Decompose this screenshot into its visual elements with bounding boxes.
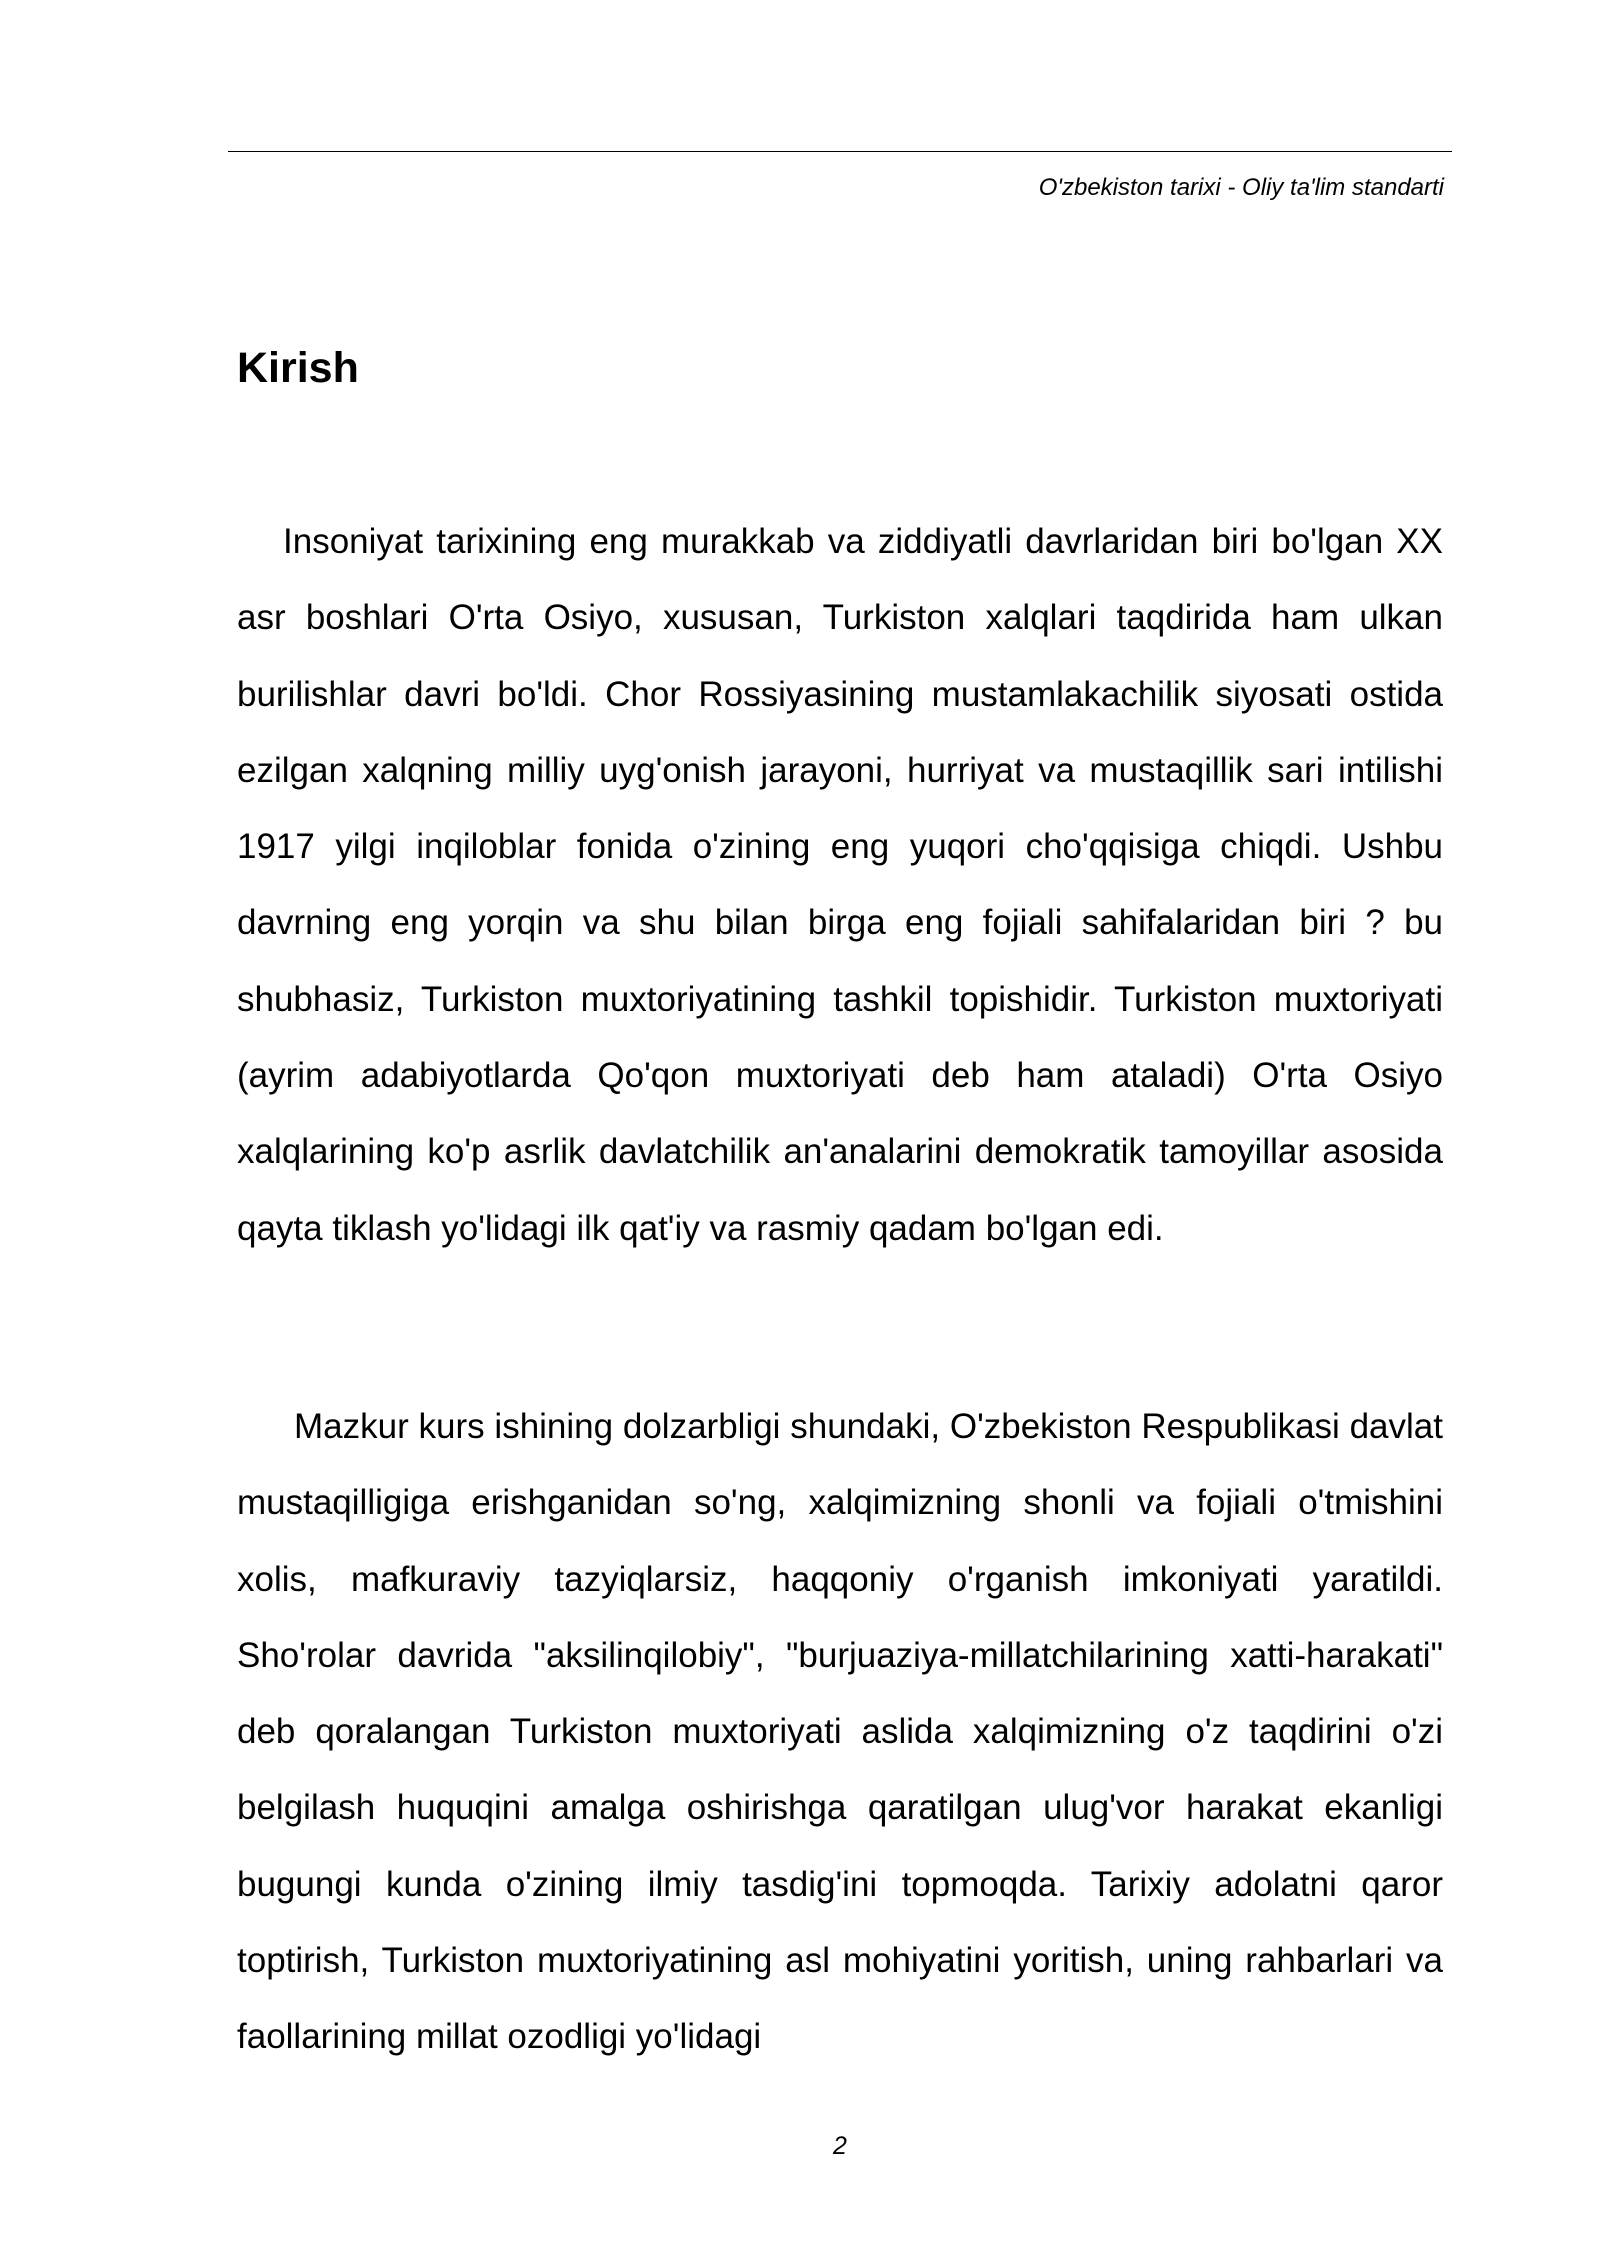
section-title: Kirish [237,344,359,392]
body-paragraph-2: Mazkur kurs ishining dolzarbligi shundaki, O'zbekiston Respublikasi davlat mustaqilligiga erishganidan so'ng, xalqimizning shonli va fojiali o'tmishini xolis, mafkuraviy tazyiqlarsiz, haqqoniy o'rganish imkoniyati yaratildi. Sho'rolar davrida "aksilinqilobiy", "burjuaziya-millatchilarining xatti-harakati" deb qoralangan Turkiston muxtoriyati aslida xalqimizning o'z taqdirini o'zi belgilash huquqini amalga oshirishga qaratilgan ulug'vor harakat ekanligi bugungi kunda o'zining ilmiy tasdig'ini topmoqda. Tarixiy adolatni qaror toptirish, Turkiston muxtoriyatining asl mohiyatini yoritish, uning rahbarlari va faollarining millat ozodligi yo'lidagi [237,1407,1443,2057]
header-rule [228,151,1452,152]
page-number: 2 [833,2132,847,2160]
running-header: O'zbekiston tarixi - Oliy ta'lim standarti [1038,174,1444,201]
body-paragraph-1: Insoniyat tarixining eng murakkab va ziddiyatli davrlaridan biri bo'lgan XX asr boshlari O'rta Osiyo, xususan, Turkiston xalqlari taqdirida ham ulkan burilishlar davri bo'ldi. Chor Rossiyasining mustamlakachilik siyosati ostida ezilgan xalqning milliy uyg'onish jarayoni, hurriyat va mustaqillik sari intilishi 1917 yilgi inqiloblar fonida o'zining eng yuqori cho'qqisiga chiqdi. Ushbu davrning eng yorqin va shu bilan birga eng fojiali sahifalaridan biri ? bu shubhasiz, Turkiston muxtoriyatining tashkil topishidir. Turkiston muxtoriyati (ayrim adabiyotlarda Qo'qon muxtoriyati deb ham ataladi) O'rta Osiyo xalqlarining ko'p asrlik davlatchilik an'analarini demokratik tamoyillar asosida qayta tiklash yo'lidagi ilk qat'iy va rasmiy qadam bo'lgan edi. [237,522,1443,1248]
